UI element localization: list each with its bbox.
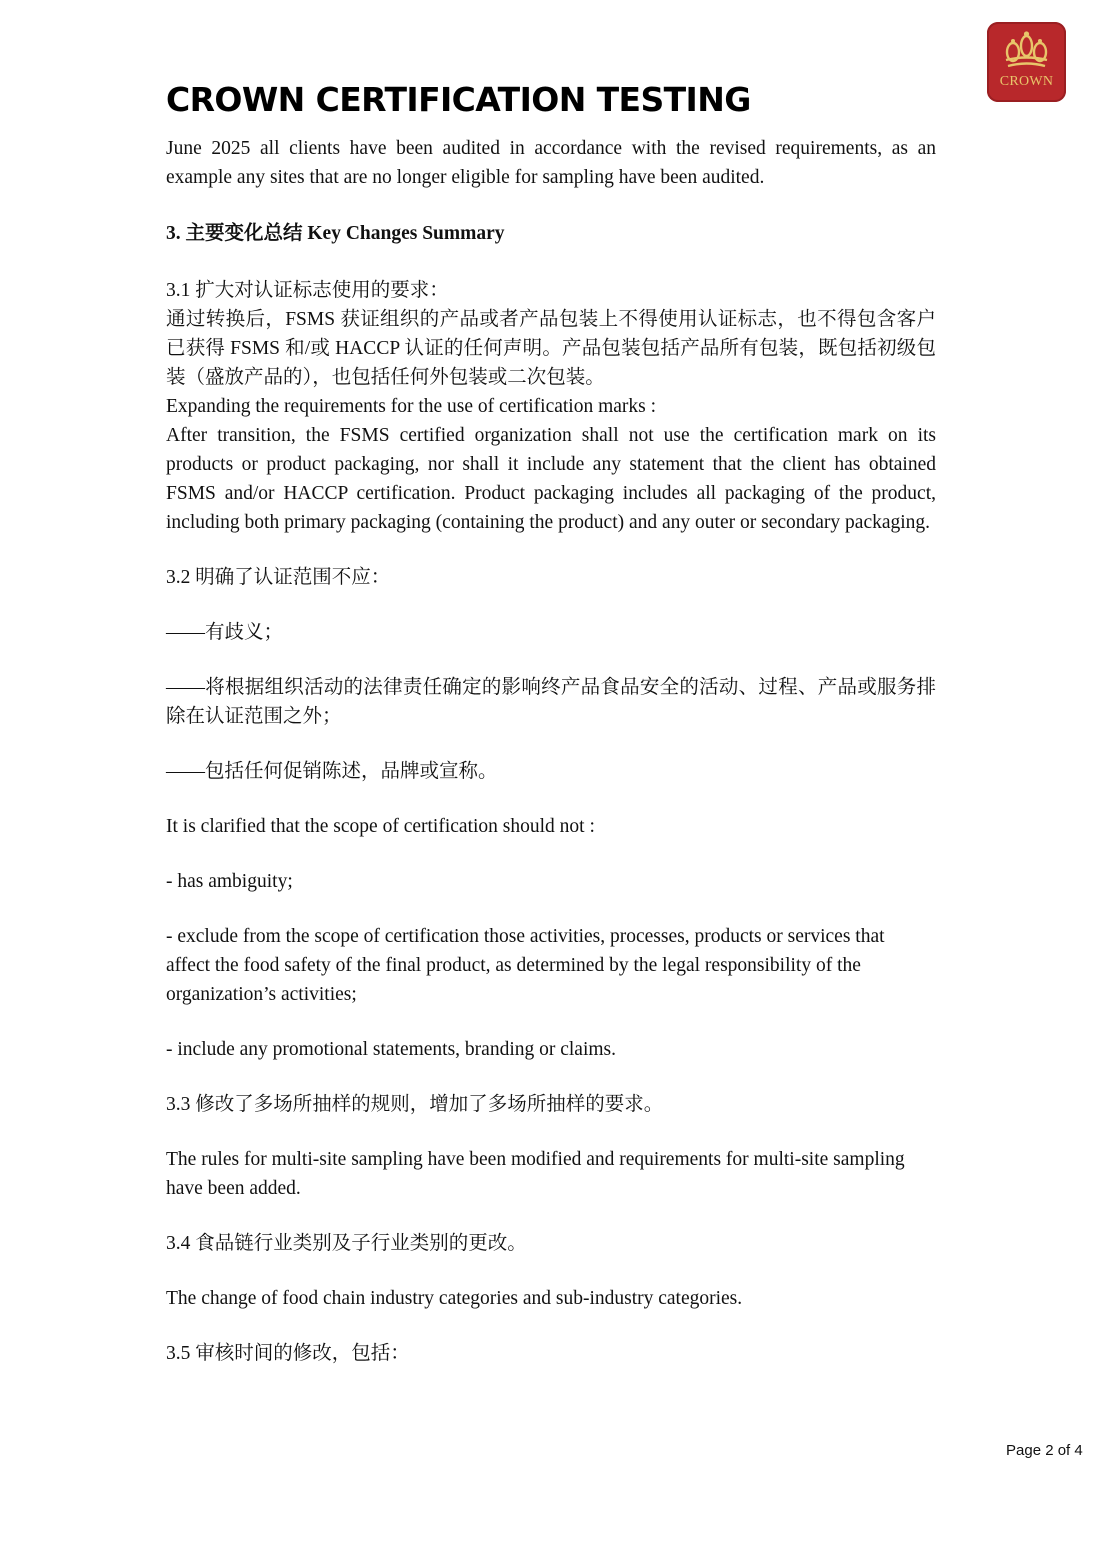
section-3-1-zh: 通过转换后，FSMS 获证组织的产品或者产品包装上不得使用认证标志，也不得包含客户已获得 FSMS 和/或 HACCP 认证的任何声明。产品包装包括产品所有包装，既包括初级包装（盛放产品的），也包括任何外包装或二次包装。	[166, 309, 936, 388]
section-3-2-en-item: - include any promotional statements, branding or claims.	[166, 1039, 617, 1060]
crown-logo	[987, 22, 1066, 102]
section-3-2-zh-item: ——将根据组织活动的法律责任确定的影响终产品食品安全的活动、过程、产品或服务排除在认证范围之外；	[166, 677, 936, 727]
section-3-3-title: 3.3 修改了多场所抽样的规则，增加了多场所抽样的要求。	[166, 1094, 664, 1115]
section-3-1-title: 3.1 扩大对认证标志使用的要求：	[166, 280, 449, 301]
document-body	[166, 134, 936, 1368]
section-3-heading: 3. 主要变化总结 Key Changes Summary	[166, 223, 505, 244]
section-3-2-en-item: - has ambiguity;	[166, 871, 293, 892]
section-3-4-title: 3.4 食品链行业类别及子行业类别的更改。	[166, 1233, 527, 1254]
section-3-2-en-item: - exclude from the scope of certification those activities, processes, products or services that affect the food safety of the final product, as determined by the legal responsibility of the organization’s activities;	[166, 926, 885, 1005]
section-3-2-title: 3.2 明确了认证范围不应：	[166, 567, 391, 588]
page-title: CROWN CERTIFICATION TESTING	[166, 80, 751, 119]
section-3-2-zh-item: ——包括任何促销陈述，品牌或宣称。	[166, 761, 498, 782]
section-3-5-title: 3.5 审核时间的修改，包括：	[166, 1343, 410, 1364]
section-3-2-en-title: It is clarified that the scope of certification should not :	[166, 816, 595, 837]
logo-wordmark: CROWN	[999, 74, 1054, 89]
crown-icon	[1001, 30, 1052, 74]
section-3-4-en: The change of food chain industry categories and sub-industry categories.	[166, 1288, 743, 1309]
page-number: Page 2 of 4	[1006, 1442, 1083, 1459]
section-3-1-en-title: Expanding the requirements for the use of certification marks :	[166, 396, 657, 417]
section-3-3-en: The rules for multi-site sampling have been modified and requirements for multi-site sampling have been added.	[166, 1149, 905, 1199]
section-3-2-zh-item: ——有歧义；	[166, 622, 284, 643]
section-3-1-en: After transition, the FSMS certified organization shall not use the certification mark on its products or product packaging, nor shall it include any statement that the client has obtained FSMS and/or HACCP certification. Product packaging includes all packaging of the product, including both primary packaging (containing the product) and any outer or secondary packaging.	[166, 425, 936, 533]
intro-paragraph: June 2025 all clients have been audited in accordance with the revised requirements, as an example any sites that are no longer eligible for sampling have been audited.	[166, 138, 936, 188]
